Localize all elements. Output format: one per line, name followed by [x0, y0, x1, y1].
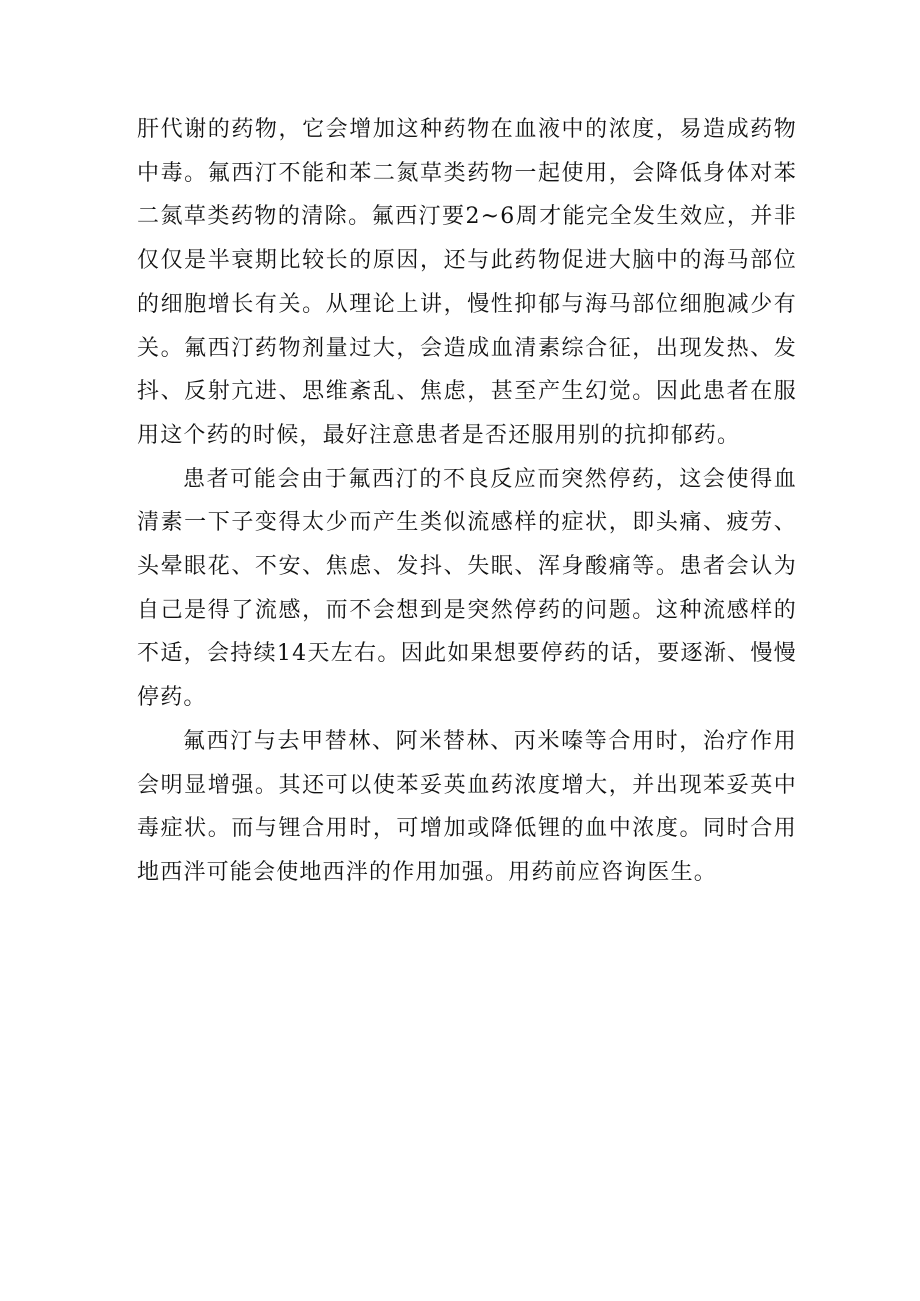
text-line: 头晕眼花、不安、焦虑、发抖、失眠、浑身酸痛等。患者会认为 — [137, 554, 797, 580]
paragraph-3 — [137, 720, 797, 895]
text-line: 不适，会持续14天左右。因此如果想要停药的话，要逐渐、慢慢 — [137, 641, 797, 667]
text-line: 氟西汀与去甲替林、阿米替林、丙米嗪等合用时，治疗作用 — [183, 728, 797, 754]
text-line: 毒症状。而与锂合用时，可增加或降低锂的血中浓度。同时合用 — [137, 816, 797, 842]
paragraph-1 — [137, 108, 797, 458]
text-line: 关。氟西汀药物剂量过大，会造成血清素综合征，出现发热、发 — [137, 335, 797, 361]
text-line: 患者可能会由于氟西汀的不良反应而突然停药，这会使得血 — [183, 466, 797, 492]
text-line: 仅仅是半衰期比较长的原因，还与此药物促进大脑中的海马部位 — [137, 248, 797, 274]
text-line: 地西泮可能会使地西泮的作用加强。用药前应咨询医生。 — [137, 859, 718, 885]
text-line: 中毒。氟西汀不能和苯二氮草类药物一起使用，会降低身体对苯 — [137, 160, 797, 186]
text-line: 的细胞增长有关。从理论上讲，慢性抑郁与海马部位细胞减少有 — [137, 291, 797, 317]
text-line: 用这个药的时候，最好注意患者是否还服用别的抗抑郁药。 — [137, 422, 741, 448]
text-line: 会明显增强。其还可以使苯妥英血药浓度增大，并出现苯妥英中 — [137, 772, 797, 798]
text-line: 自己是得了流感，而不会想到是突然停药的问题。这种流感样的 — [137, 597, 797, 623]
text-line: 二氮草类药物的清除。氟西汀要2~6周才能完全发生效应，并非 — [137, 204, 797, 230]
text-line: 肝代谢的药物，它会增加这种药物在血液中的浓度，易造成药物 — [137, 117, 797, 142]
text-line: 抖、反射亢进、思维紊乱、焦虑，甚至产生幻觉。因此患者在服 — [137, 379, 797, 405]
document-page — [137, 108, 797, 895]
text-line: 清素一下子变得太少而产生类似流感样的症状，即头痛、疲劳、 — [137, 510, 797, 536]
text-line: 停药。 — [137, 685, 207, 711]
paragraph-2 — [137, 458, 797, 720]
